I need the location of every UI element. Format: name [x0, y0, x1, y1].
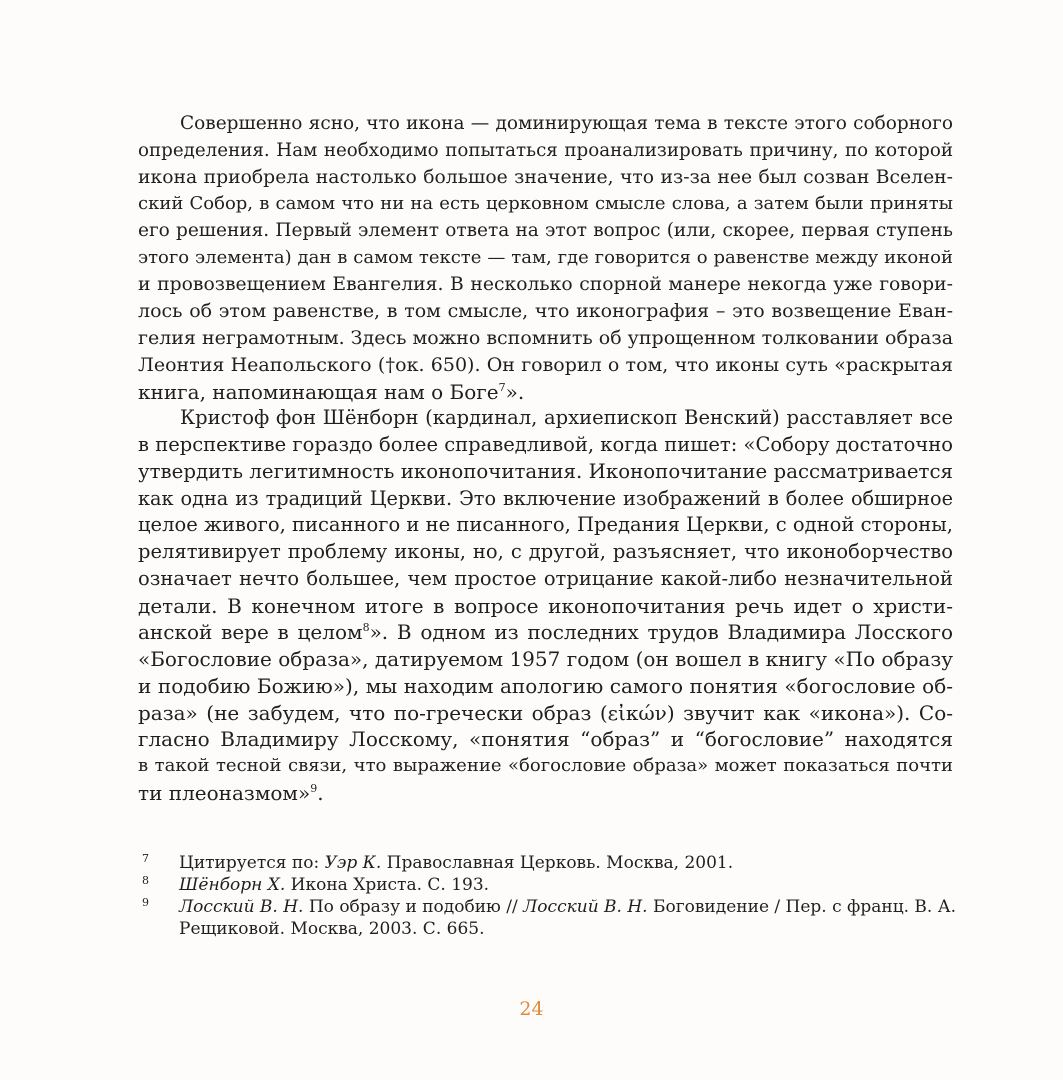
text-line: ский Собор, в самом что ни на есть церковном смысле слова, а затем были приняты	[138, 193, 953, 215]
text-line: в такой тесной связи, что выражение «богословие образа» может показаться почти	[138, 755, 953, 776]
footnote-title: Боговидение / Пер. с франц. В. А.	[647, 897, 957, 917]
footnote-title: Икона Христа. С. 193.	[285, 875, 490, 895]
footnotes	[138, 852, 957, 942]
text-line: Кристоф фон Шёнборн (кардинал, архиепископ Венский) расставляет все	[180, 406, 953, 430]
text-line: означает нечто большее, чем простое отрицание какой-либо незначительной	[138, 566, 953, 590]
footnote-text: Рещиковой. Москва, 2003. С. 665.	[179, 919, 485, 939]
footnote	[138, 874, 953, 896]
footnote-ref[interactable]: 8	[362, 621, 370, 635]
footnote-author: Уэр К.	[324, 853, 382, 873]
text-fragment: .	[317, 780, 324, 805]
text-fragment: анской вере в целом	[138, 620, 363, 645]
text-line: его решения. Первый элемент ответа на этот вопрос (или, скорее, первая ступень	[138, 220, 953, 241]
footnote-continuation	[138, 918, 953, 942]
footnote-number: 8	[142, 874, 149, 887]
footnote	[138, 896, 957, 918]
text-line: икона приобрела настолько большое значение, что из-за нее был созван Вселен-	[138, 166, 953, 188]
text-line: Совершенно ясно, что икона — доминирующая тема в тексте этого соборного	[180, 113, 953, 134]
text-line: в перспективе гораздо более справедливой, когда пишет: «Собору достаточно	[138, 433, 953, 456]
footnote-title: Православная Церковь. Москва, 2001.	[381, 853, 734, 873]
text-line: целое живого, писанного и не писанного, Предания Церкви, с одной стороны,	[138, 513, 953, 537]
text-line	[138, 379, 953, 406]
text-line: и провозвещением Евангелия. В несколько спорной манере некогда уже говори-	[138, 273, 953, 295]
text-line: Леонтия Неапольского (†ок. 650). Он говорил о том, что иконы суть «раскрытая	[138, 353, 953, 376]
footnote-text	[179, 874, 489, 896]
page-number: 24	[519, 998, 544, 1020]
footnote-author: Лосский В. Н.	[179, 897, 304, 917]
text-line: этого элемента) дан в самом тексте — там, где говорится о равенстве между иконой	[138, 246, 953, 268]
text-line: гелия неграмотным. Здесь можно вспомнить об упрощенном толковании образа	[138, 327, 954, 349]
text-line: «Богословие образа», датируемом 1957 годом (он вошел в книгу «По образу	[138, 647, 953, 671]
text-fragment: ти плеоназмом»	[138, 780, 311, 805]
footnote	[138, 852, 953, 874]
text-line: как одна из традиций Церкви. Это включение изображений в более обширное	[138, 486, 953, 510]
footnote-number: 7	[142, 852, 149, 865]
footnote-number: 9	[142, 896, 149, 909]
main-text	[138, 111, 953, 807]
text-line: раза» (не забудем, что по-гречески образ (εἰκών) звучит как «икона»). Со-	[138, 700, 953, 725]
text-line: релятивирует проблему иконы, но, с другой, разъясняет, что иконоборчество	[138, 540, 953, 563]
text-line: лось об этом равенстве, в том смысле, что иконография – это возвещение Еван-	[138, 300, 953, 323]
text-line	[138, 619, 953, 646]
text-line: и подобию Божию»), мы находим апологию самого понятия «богословие об-	[138, 673, 953, 698]
text-line: детали. В конечном итоге в вопросе иконопочитания речь идет о христи-	[138, 593, 953, 618]
footnote-text	[179, 896, 956, 918]
text-line: утвердить легитимность иконопочитания. Иконопочитание рассматривается	[138, 459, 953, 483]
footnote-author: Шёнборн Х.	[179, 875, 286, 895]
footnote-ref[interactable]: 7	[498, 380, 506, 394]
footnote-author: Лосский В. Н.	[523, 897, 648, 917]
footnote-text	[179, 852, 733, 874]
text-fragment: ». В одном из последних трудов Владимира Лосского	[369, 620, 953, 645]
text-line: определения. Нам необходимо попытаться проанализировать причину, по которой	[138, 139, 953, 161]
text-line: гласно Владимиру Лосскому, «понятия “образ” и “богословие” находятся	[138, 727, 953, 752]
text-fragment: книга, напоминающая нам о Боге	[138, 379, 499, 404]
text-fragment: ».	[505, 379, 525, 404]
footnote-title: По образу и подобию //	[303, 897, 524, 917]
text-line	[138, 780, 953, 807]
footnote-ref[interactable]: 9	[310, 781, 318, 795]
footnote-prefix: Цитируется по:	[179, 853, 325, 873]
